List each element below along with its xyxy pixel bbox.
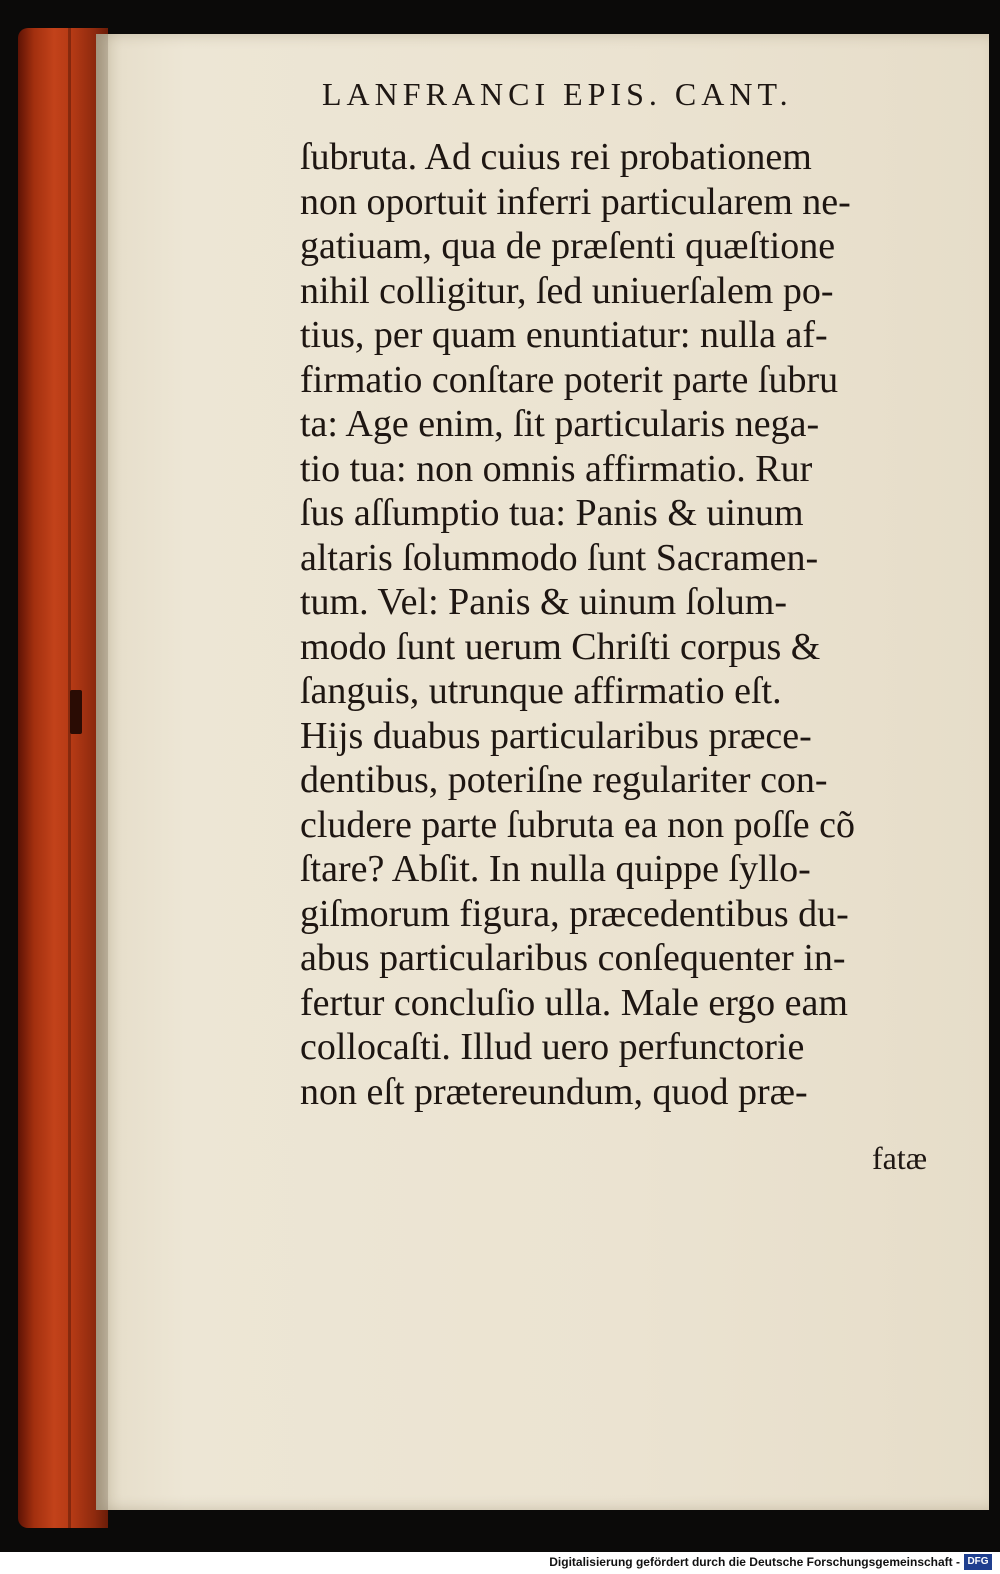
text-line: fertur concluſio ulla. Male ergo eam (300, 981, 848, 1024)
text-line: nihil colligitur, ſed uniuerſalem po- (300, 269, 834, 312)
text-line: altaris ſolummodo ſunt Sacramen- (300, 536, 819, 579)
book-page-edge (18, 28, 108, 1528)
text-line: non eſt prætereundum, quod præ- (300, 1070, 808, 1113)
bookmark-ribbon (70, 690, 82, 734)
footer-credit: Digitalisierung gefördert durch die Deutsche Forschungsgemeinschaft - (549, 1555, 960, 1569)
text-line: dentibus, poteriſne regulariter con- (300, 759, 828, 801)
running-head: LANFRANCI EPIS. CANT. (322, 76, 793, 112)
page-gutter (96, 34, 108, 1510)
body-text (300, 135, 950, 1114)
text-line: collocaſti. Illud uero perfunctorie (300, 1026, 805, 1068)
edge-shadow (68, 28, 71, 1528)
text-line: ta: Age enim, ſit particularis nega- (300, 403, 820, 445)
text-line: gatiuam, qua de præſenti quæſtione (300, 225, 836, 267)
text-line: tius, per quam enuntiatur: nulla af- (300, 314, 828, 356)
text-line: abus particularibus conſequenter in- (300, 937, 846, 979)
text-line: tio tua: non omnis affirmatio. Rur (300, 447, 813, 490)
text-line: modo ſunt uerum Chriſti corpus & (300, 625, 821, 668)
text-line: ſubruta. Ad cuius rei probationem (300, 136, 812, 178)
text-line: ſtare? Abſit. In nulla quippe ſyllo- (300, 848, 811, 890)
text-line: ſanguis, utrunque affirmatio eſt. (300, 670, 782, 712)
dfg-logo-icon: DFG (964, 1554, 992, 1570)
text-line: Hijs duabus particularibus præce- (300, 714, 812, 757)
text-line: ſus aſſumptio tua: Panis & uinum (300, 492, 804, 534)
text-line: tum. Vel: Panis & uinum ſolum- (300, 581, 787, 623)
text-line: firmatio conſtare poterit parte ſubru (300, 358, 839, 401)
text-line: giſmorum figura, præcedentibus du- (300, 892, 849, 935)
text-line: cludere parte ſubruta ea non poſſe cõ (300, 803, 855, 846)
text-line: non oportuit inferri particularem ne- (300, 180, 851, 223)
catchword: fatæ (872, 1140, 928, 1176)
